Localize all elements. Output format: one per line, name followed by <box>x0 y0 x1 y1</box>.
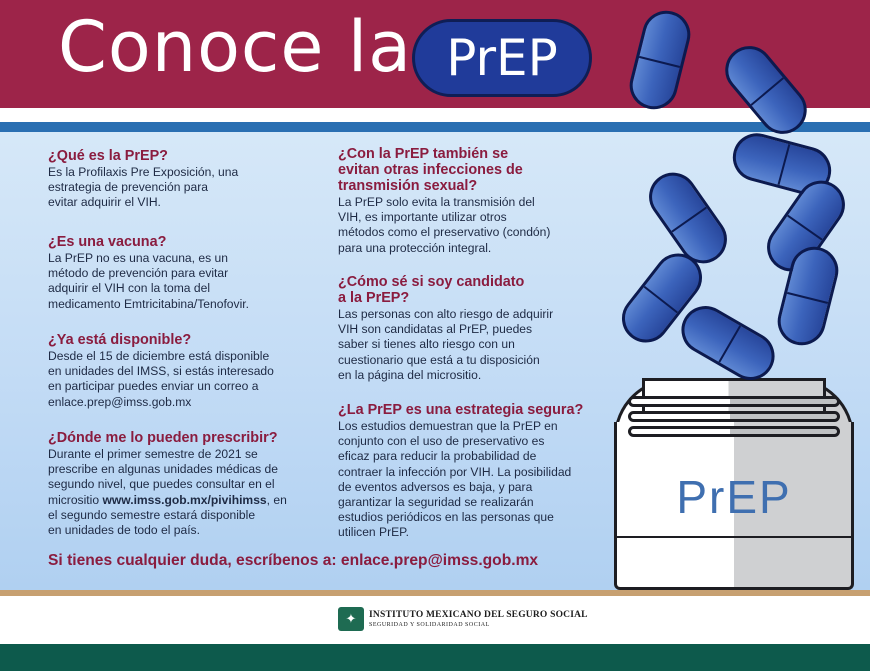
bottle-thread <box>628 396 840 407</box>
imss-logo-icon: ✦ <box>338 607 364 631</box>
header-stripe-blue <box>0 122 870 132</box>
contact-line[interactable]: Si tienes cualquier duda, escríbenos a: enlace.prep@imss.gob.mx <box>48 552 539 569</box>
section-body: Desde el 15 de diciembre está disponible en unidades del IMSS, si estás interesado en participar puedes enviar un correo a enlace.prep@imss.gob.mx <box>48 349 274 409</box>
section-body: Durante el primer semestre de 2021 se prescribe en algunas unidades médicas de segundo nivel, que puedes consultar en el micrositio www.imss.gob.mx/pivihimss, en el segundo semestre estará disponible en unidades de todo el país. <box>48 447 287 538</box>
section-heading: ¿Con la PrEP también se evitan otras infecciones de transmisión sexual? <box>338 146 523 194</box>
bottle-thread <box>628 426 840 437</box>
section-disponible <box>48 332 274 410</box>
footer <box>0 596 870 644</box>
page-title: Conoce la <box>58 6 413 88</box>
microsite-link[interactable]: www.imss.gob.mx/pivihimss <box>102 492 267 507</box>
section-prescribir <box>48 430 287 538</box>
section-heading: ¿La PrEP es una estrategia segura? <box>338 402 584 418</box>
section-segura <box>338 402 583 541</box>
section-heading: ¿Ya está disponible? <box>48 332 192 348</box>
bottle-thread <box>628 411 840 422</box>
section-body: La PrEP no es una vacuna, es un método de prevención para evitar adquirir el VIH con la toma del medicamento Emtricitabina/Tenofovir. <box>48 251 249 311</box>
section-heading: ¿Es una vacuna? <box>48 234 167 250</box>
section-body: Las personas con alto riesgo de adquirir VIH son candidatas al PrEP, puedes saber si tienes alto riesgo con un cuestionario que está a tu disposición en la página del micrositio. <box>338 307 554 382</box>
section-body: Los estudios demuestran que la PrEP en conjunto con el uso de preservativo es eficaz para reducir la probabilidad de contraer la infección por VIH. La posibilidad de eventos adversos es baja, y para garantizar la seguridad se realizarán estudios periódicos en las personas que utilicen PrEP. <box>338 419 572 540</box>
footer-band-green <box>0 644 870 671</box>
org-tagline: SEGURIDAD Y SOLIDARIDAD SOCIAL <box>369 622 490 628</box>
section-body: Es la Profilaxis Pre Exposición, una estrategia de prevención para evitar adquirir el VIH. <box>48 165 239 210</box>
section-heading: ¿Qué es la PrEP? <box>48 148 168 164</box>
bottle-label-line <box>617 536 851 538</box>
section-vacuna <box>48 234 249 312</box>
section-heading: ¿Cómo sé si soy candidato a la PrEP? <box>338 274 525 306</box>
bottle-label-text: PrEP <box>676 471 792 523</box>
section-otras-infecciones <box>338 146 550 256</box>
org-name: INSTITUTO MEXICANO DEL SEGURO SOCIAL <box>369 610 588 620</box>
section-que-es <box>48 148 238 211</box>
section-body: La PrEP solo evita la transmisión del VIH, es importante utilizar otros métodos como el preservativo (condón) para una protección integral. <box>338 195 551 255</box>
title-capsule-badge: PrEP <box>412 19 592 97</box>
medicine-bottle-lip <box>642 378 826 381</box>
section-heading: ¿Dónde me lo pueden prescribir? <box>48 430 278 446</box>
email-link[interactable]: enlace.prep@imss.gob.mx <box>48 394 192 409</box>
section-candidato <box>338 274 553 383</box>
header-stripe-white <box>0 108 870 122</box>
